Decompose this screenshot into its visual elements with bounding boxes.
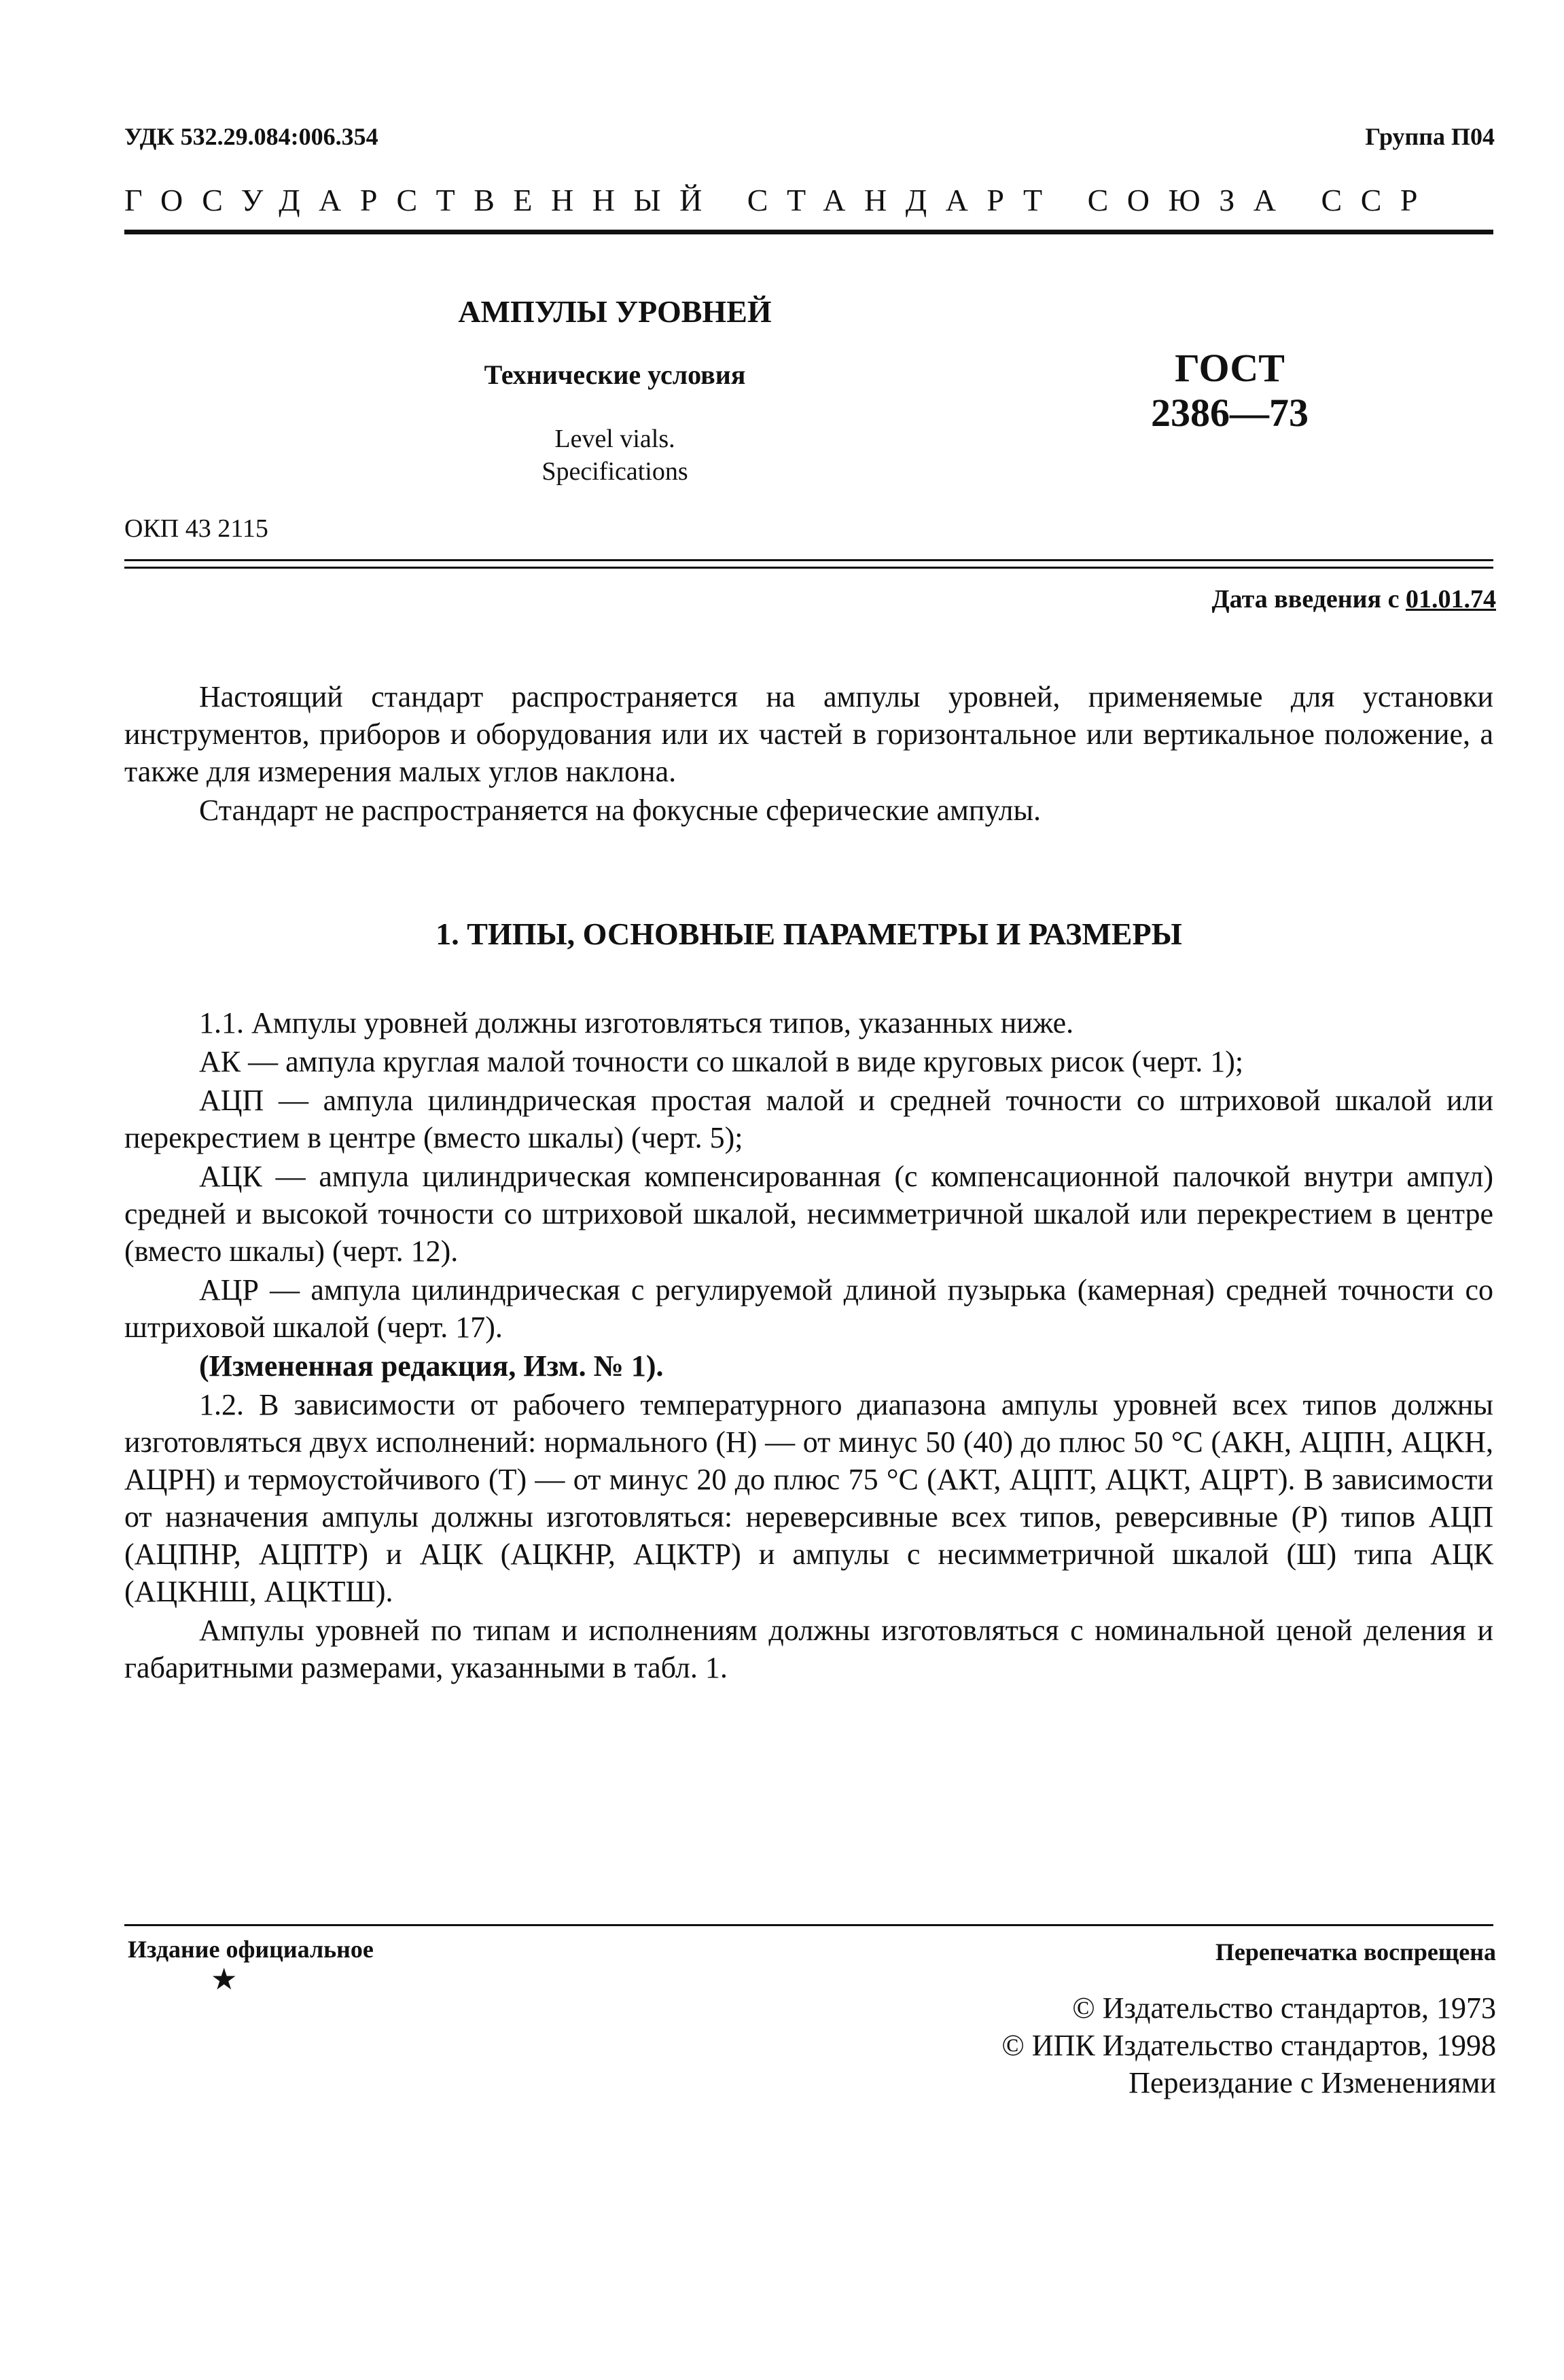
section-1-text — [124, 1004, 1493, 1688]
header-rule-thick — [124, 230, 1493, 234]
okp-code: ОКП 43 2115 — [124, 514, 268, 543]
introduction-date-value: 01.01.74 — [1406, 585, 1496, 614]
english-title-line2: Specifications — [541, 457, 688, 486]
document-title: АМПУЛЫ УРОВНЕЙ — [458, 294, 772, 329]
introduction-date-label: Дата введения с — [1211, 585, 1406, 614]
intro-paragraph: Настоящий стандарт распространяется на ампулы уровней, применяемые для установки инструментов, приборов и оборудования или их частей в горизонтальное или вертикальное положение, а также для измерения малых углов наклона. — [124, 680, 1493, 788]
paragraph-1-2: 1.2. В зависимости от рабочего температурного диапазона ампулы уровней всех типов должны изготовляться двух исполнений: нормального (Н) — от минус 50 (40) до плюс 50 °С (АКН, АЦПН, АЦКН, АЦРН) и термоустойчивого (Т) — от минус 20 до плюс 75 °С (АКТ, АЦПТ, АЦКТ, АЦРТ). В зависимости от назначения ампулы должны изготовляться: нереверсивные всех типов, реверсивные (Р) типов АЦП (АЦПНР, АЦПТР) и АЦК (АЦКНР, АЦКТР) и ампулы с несимметричной шкалой (Ш) типа АЦК (АЦКНШ, АЦКТШ). — [124, 1388, 1493, 1608]
type-acp: АЦП — ампула цилиндрическая простая малой и средней точности со штриховой шкалой или перекрестием в центре (вместо шкалы) (черт. 5); — [124, 1084, 1493, 1154]
amendment-note: (Измененная редакция, Изм. № 1). — [199, 1349, 664, 1383]
paragraph-1-1: 1.1. Ампулы уровней должны изготовляться типов, указанных ниже. — [199, 1006, 1074, 1040]
gost-number: 2386—73 — [1151, 391, 1309, 435]
intro-paragraph: Стандарт не распространяется на фокусные сферические ампулы. — [199, 794, 1042, 827]
introduction-date — [1211, 584, 1496, 614]
group-code: Группа П04 — [1365, 123, 1495, 150]
type-ak: АК — ампула круглая малой точности со шкалой в виде круговых рисок (черт. 1); — [199, 1045, 1244, 1078]
type-acr: АЦР — ампула цилиндрическая с регулируемой длиной пузырька (камерная) средней точности со штриховой шкалой (черт. 17). — [124, 1273, 1493, 1344]
footer-rule — [124, 1924, 1493, 1926]
document-subtitle: Технические условия — [484, 359, 746, 390]
gost-label: ГОСТ — [1175, 346, 1285, 390]
standard-banner: ГОСУДАРСТВЕННЫЙ СТАНДАРТ СОЮЗА ССР — [124, 183, 1436, 217]
paragraph-table-ref: Ампулы уровней по типам и исполнениям должны изготовляться с номинальной ценой деления и габаритными размерами, указанными в табл. 1. — [124, 1614, 1493, 1684]
type-ack: АЦК — ампула цилиндрическая компенсированная (с компенсационной палочкой внутри ампул) средней и высокой точности со штриховой шкалой, несимметричной шкалой или перекрестием в центре (вместо шкалы) (черт. 12). — [124, 1160, 1493, 1268]
star-icon: ★ — [211, 1963, 238, 1996]
udk-code: УДК 532.29.084:006.354 — [124, 123, 378, 150]
title-rule-bottom — [124, 567, 1493, 569]
section-heading: 1. ТИПЫ, ОСНОВНЫЕ ПАРАМЕТРЫ И РАЗМЕРЫ — [436, 917, 1182, 951]
intro-text — [124, 678, 1493, 830]
reissue-note: Переиздание с Изменениями — [1128, 2066, 1496, 2099]
official-edition: Издание официальное — [128, 1936, 374, 1963]
copyright-1973: © Издательство стандартов, 1973 — [1072, 1991, 1496, 2025]
reprint-prohibited: Перепечатка воспрещена — [1215, 1938, 1496, 1966]
title-rule-top — [124, 559, 1493, 561]
english-title-line1: Level vials. — [554, 425, 675, 453]
copyright-1998: © ИПК Издательство стандартов, 1998 — [1001, 2029, 1496, 2062]
